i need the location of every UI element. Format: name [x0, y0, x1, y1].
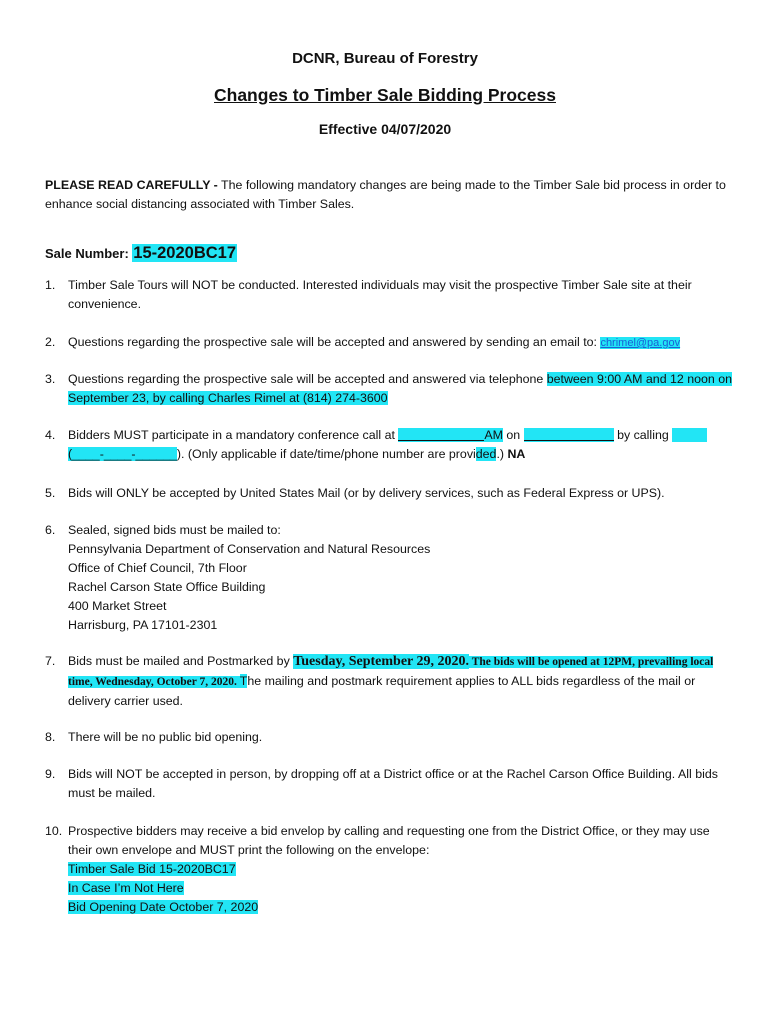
item-text: Prospective bidders may receive a bid envelop by calling and requesting one from the District Office, or they may use their own envelope and MUST print the following on the envelope: [68, 824, 710, 857]
list-item [45, 370, 735, 408]
postmark-date: Tuesday, September 29, 2020. [293, 654, 470, 669]
item-text: Questions regarding the prospective sale will be accepted and answered by sending an email to: [68, 335, 601, 349]
highlight-fragment: ded [475, 447, 497, 461]
intro-paragraph [45, 176, 730, 214]
envelope-line: In Case I’m Not Here [68, 881, 184, 895]
list-item [45, 521, 735, 635]
item-number: 8. [45, 730, 56, 744]
envelope-line: Bid Opening Date October 7, 2020 [68, 900, 259, 914]
item-text: There will be no public bid opening. [68, 730, 263, 744]
phone-blank: (____-____-______ [68, 447, 177, 461]
address-line: Harrisburg, PA 17101-2301 [68, 618, 218, 632]
item-text: on [502, 428, 524, 442]
item-text: by calling [613, 428, 673, 442]
item-number: 1. [45, 278, 56, 292]
item-number: 2. [45, 335, 56, 349]
date-blank [524, 427, 614, 441]
item-text: .) [496, 447, 508, 461]
item-text: Bids must be mailed and Postmarked by [68, 654, 294, 668]
phone-hours-highlight: between 9:00 AM and 12 noon on September 23, by calling Charles Rimel at (814) 274-3600 [68, 372, 733, 405]
item-number: 6. [45, 523, 56, 537]
sale-number-line [45, 244, 730, 264]
list-item [45, 652, 735, 711]
time-blank [398, 427, 484, 441]
bid-opening-notice: The bids will be opened at 12PM, prevailing local time, Wednesday, October 7, 2020. [68, 656, 714, 688]
am-label: AM [484, 428, 503, 442]
address-line: Rachel Carson State Office Building [68, 580, 266, 594]
list-item [45, 765, 735, 803]
phone-blank-start [672, 428, 707, 441]
address-line: Pennsylvania Department of Conservation and Natural Resources [68, 542, 431, 556]
item-text: Bids will NOT be accepted in person, by dropping off at a District office or at the Rachel Carson Office Building. All bids must be mailed. [68, 767, 718, 800]
address-line: 400 Market Street [68, 599, 167, 613]
item-number: 9. [45, 767, 56, 781]
highlight-fragment: T [239, 674, 248, 688]
item-text: he mailing and postmark requirement applies to ALL bids regardless of the mail or delivery carrier used. [68, 674, 696, 708]
organization-heading: DCNR, Bureau of Forestry [292, 50, 478, 67]
list-item [45, 484, 735, 503]
item-number: 7. [45, 654, 56, 668]
intro-lead: PLEASE READ CAREFULLY - [45, 178, 218, 192]
list-item [45, 276, 735, 314]
item-text: Timber Sale Tours will NOT be conducted. Interested individuals may visit the prospective Timber Sale site at their convenience. [68, 278, 692, 311]
list-item [45, 426, 735, 464]
item-text: Bidders MUST participate in a mandatory conference call at [68, 428, 399, 442]
item-number: 10. [45, 824, 63, 838]
document-title: Changes to Timber Sale Bidding Process [214, 85, 556, 105]
item-number: 5. [45, 486, 56, 500]
address-line: Office of Chief Council, 7th Floor [68, 561, 247, 575]
intro-text: The following mandatory changes are being made to the Timber Sale bid process in order to enhance social distancing associated with Timber Sales. [45, 178, 726, 211]
list-item [45, 728, 735, 747]
envelope-line: Timber Sale Bid 15-2020BC17 [68, 862, 236, 876]
item-text: Questions regarding the prospective sale will be accepted and answered via telephone [68, 372, 547, 386]
email-link[interactable]: chrimel@pa.gov [600, 337, 681, 349]
na-label: NA [507, 447, 526, 461]
sale-number-label: Sale Number: [45, 246, 129, 261]
item-text: ). (Only applicable if date/time/phone number are provi [176, 447, 476, 461]
item-text: Sealed, signed bids must be mailed to: [68, 523, 281, 537]
effective-date: Effective 04/07/2020 [318, 121, 452, 137]
list-item [45, 822, 735, 917]
sale-number-value: 15-2020BC17 [133, 244, 237, 262]
item-text: Bids will ONLY be accepted by United States Mail (or by delivery services, such as Federal Express or UPS). [68, 486, 665, 500]
item-number: 3. [45, 372, 56, 386]
item-number: 4. [45, 428, 56, 442]
list-item [45, 333, 735, 353]
